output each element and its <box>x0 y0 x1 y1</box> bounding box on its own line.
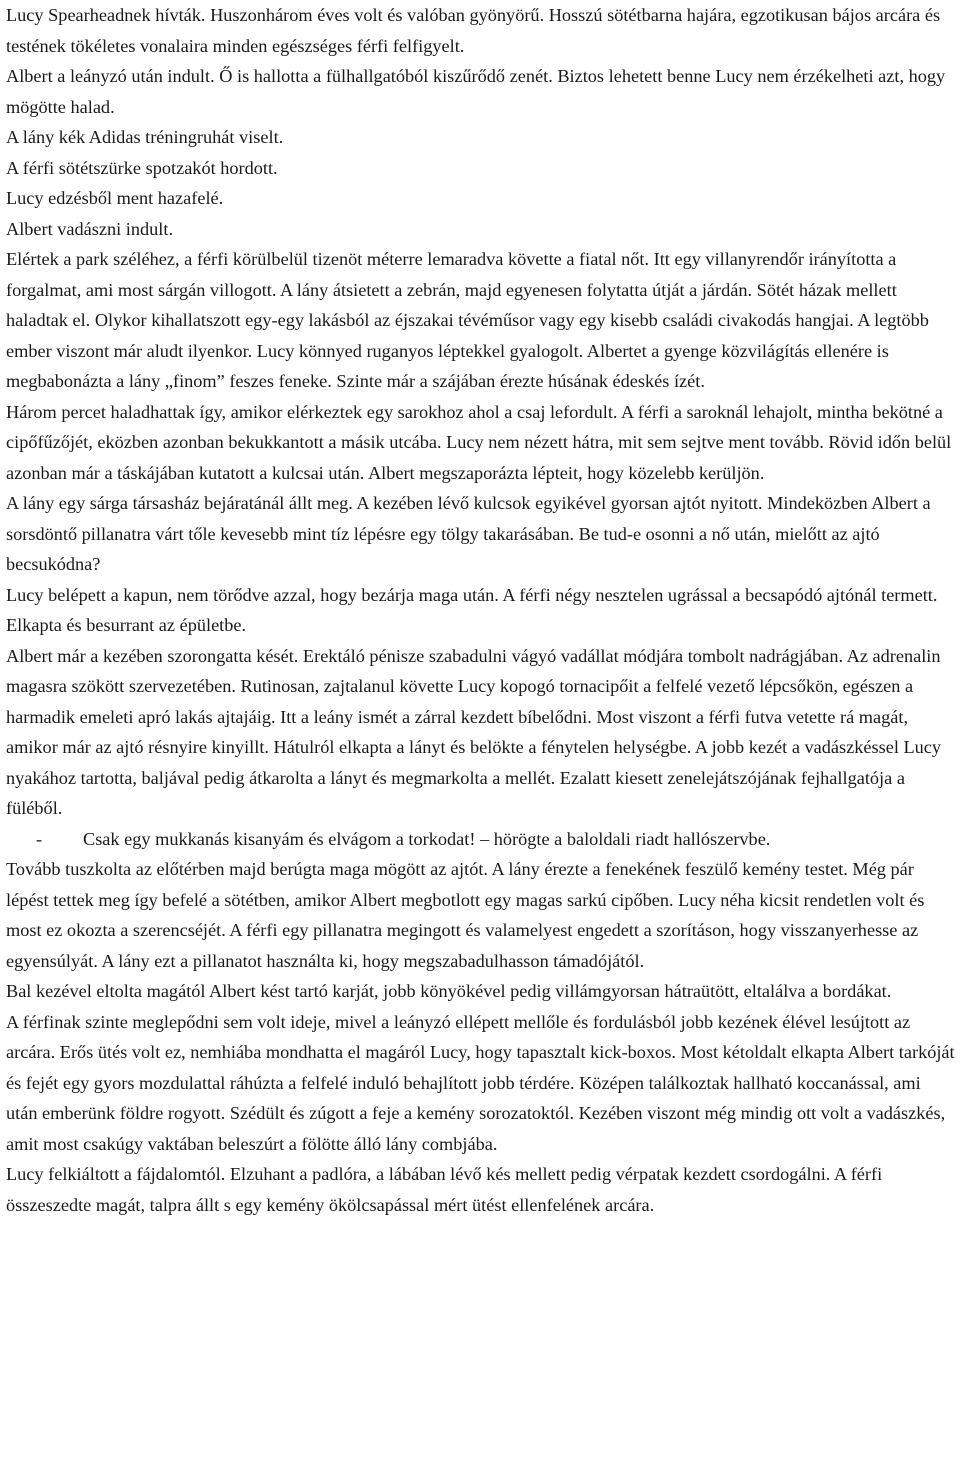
paragraph: Elértek a park széléhez, a férfi körülbelül tizenöt méterre lemaradva követte a fiatal nőt. Itt egy villanyrendőr irányította a forgalmat, ami most sárgán villogott. A lány átsietett a zebrán, majd egyenesen folytatta útját a járdán. Sötét házak mellett haladtak el. Olykor kihallatszott egy-egy lakásból az éjszakai tévéműsor vagy egy kisebb családi civakodás hangjai. A legtöbb ember viszont már aludt ilyenkor. Lucy könnyed ruganyos léptekkel gyalogolt. Albertet a gyenge közvilágítás ellenére is megbabonázta a lány „finom” feszes feneke. Szinte már a szájában érezte húsának édeskés ízét. <box>6 249 929 391</box>
paragraph: Lucy Spearheadnek hívták. Huszonhárom éves volt és valóban gyönyörű. Hosszú sötétbarna hajára, egzotikusan bájos arcára és testének tökéletes vonalaira minden egészséges férfi felfigyelt. <box>6 5 941 56</box>
paragraph: Albert a leányzó után indult. Ő is hallotta a fülhallgatóból kiszűrődő zenét. Biztos lehetett benne Lucy nem érzékelheti azt, hogy mögötte halad. <box>6 66 946 117</box>
paragraph: A lány kék Adidas tréningruhát viselt. <box>6 127 284 147</box>
paragraph: Bal kezével eltolta magától Albert kést tartó karját, jobb könyökével pedig villámgyorsan hátraütött, eltalálva a bordákat. <box>6 981 892 1001</box>
paragraph: Albert már a kezében szorongatta kését. Erektáló pénisze szabadulni vágyó vadállat módjára tombolt nadrágjában. Az adrenalin magasra szökött szervezetében. Rutinosan, zajtalanul követte Lucy kopogó tornacipőit a felfelé vezető lépcsőkön, egészen a harmadik emeleti apró lakás ajtajáig. Itt a leány ismét a zárral kezdett bíbelődni. Most viszont a férfi futva vetette rá magát, amikor már az ajtó résnyire kinyillt. Hátulról elkapta a lányt és belökte a fénytelen helységbe. A jobb kezét a vadászkéssel Lucy nyakához tartotta, baljával pedig átkarolta a lányt és megmarkolta a mellét. Ezalatt kiesett zenelejátszójának fejhallgatója a füléből. <box>6 645 942 818</box>
paragraph: A férfinak szinte meglepődni sem volt ideje, mivel a leányzó ellépett mellőle és fordulásból jobb kezének élével lesújtott az arcára. Erős ütés volt ez, nemhiába mondhatta el magáról Lucy, hogy tapasztalt kick-boxos. Most kétoldalt elkapta Albert tarkóját és fejét egy gyors mozdulattal ráhúzta a felfelé induló behajlított jobb térdére. Középen találkoztak hallható koccanással, ami után emberünk földre rogyott. Szédült és zúgott a feje a kemény sorozatoktól. Kezében viszont még mindig ott volt a vadászkés, amit most csakúgy vaktában beleszúrt a fölötte álló lány combjába. <box>6 1011 955 1154</box>
paragraph: Tovább tuszkolta az előtérben majd berúgta maga mögött az ajtót. A lány érezte a fenekének feszülő kemény testet. Még pár lépést tettek meg így befelé a sötétben, amikor Albert megbotlott egy magas sarkú cipőben. Lucy néha kicsit rendetlen volt és most ez okozta a szerencséjét. A férfi egy pillanatra megingott és valamelyest engedett a szorításon, hogy visszanyerhesse az egyensúlyát. A lány ezt a pillanatot használta ki, hogy megszabadulhasson támadójától. <box>6 859 925 971</box>
paragraph: A férfi sötétszürke spotzakót hordott. <box>6 157 278 178</box>
paragraph: Albert vadászni indult. <box>6 218 174 239</box>
paragraph: Három percet haladhattak így, amikor elérkeztek egy sarokhoz ahol a csaj lefordult. A férfi a saroknál lehajolt, mintha bekötné a cipőfűzőjét, eközben azonban bekukkantott a másik utcába. Lucy nem nézett hátra, mit sem sejtve ment tovább. Rövid időn belül azonban már a táskájában kutatott a kulcsai után. Albert megszaporázta lépteit, hogy közelebb kerüljön. <box>6 401 952 483</box>
paragraph: Lucy belépett a kapun, nem törődve azzal, hogy bezárja maga után. A férfi négy nesztelen ugrással a becsapódó ajtónál termett. Elkapta és besurrant az épületbe. <box>6 584 938 635</box>
paragraph: A lány egy sárga társasház bejáratánál állt meg. A kezében lévő kulcsok egyikével gyorsan ajtót nyitott. Mindeközben Albert a sorsdöntő pillanatra várt tőle kevesebb mint tíz lépésre egy tölgy takarásában. Be tud-e osonni a nő után, mielőtt az ajtó becsukódna? <box>6 493 931 574</box>
dialogue-line <box>6 824 956 855</box>
paragraph: Lucy edzésből ment hazafelé. <box>6 188 224 208</box>
dialogue-text: Csak egy mukkanás kisanyám és elvágom a torkodat! – hörögte a baloldali riadt hallószervbe. <box>83 828 771 849</box>
paragraph: Lucy felkiáltott a fájdalomtól. Elzuhant a padlóra, a lábában lévő kés mellett pedig vérpatak kezdett csordogálni. A férfi összeszedte magát, talpra állt s egy kemény ökölcsapással mért ütést ellenfelének arcára. <box>6 1164 883 1215</box>
dialogue-dash: - <box>36 828 43 849</box>
